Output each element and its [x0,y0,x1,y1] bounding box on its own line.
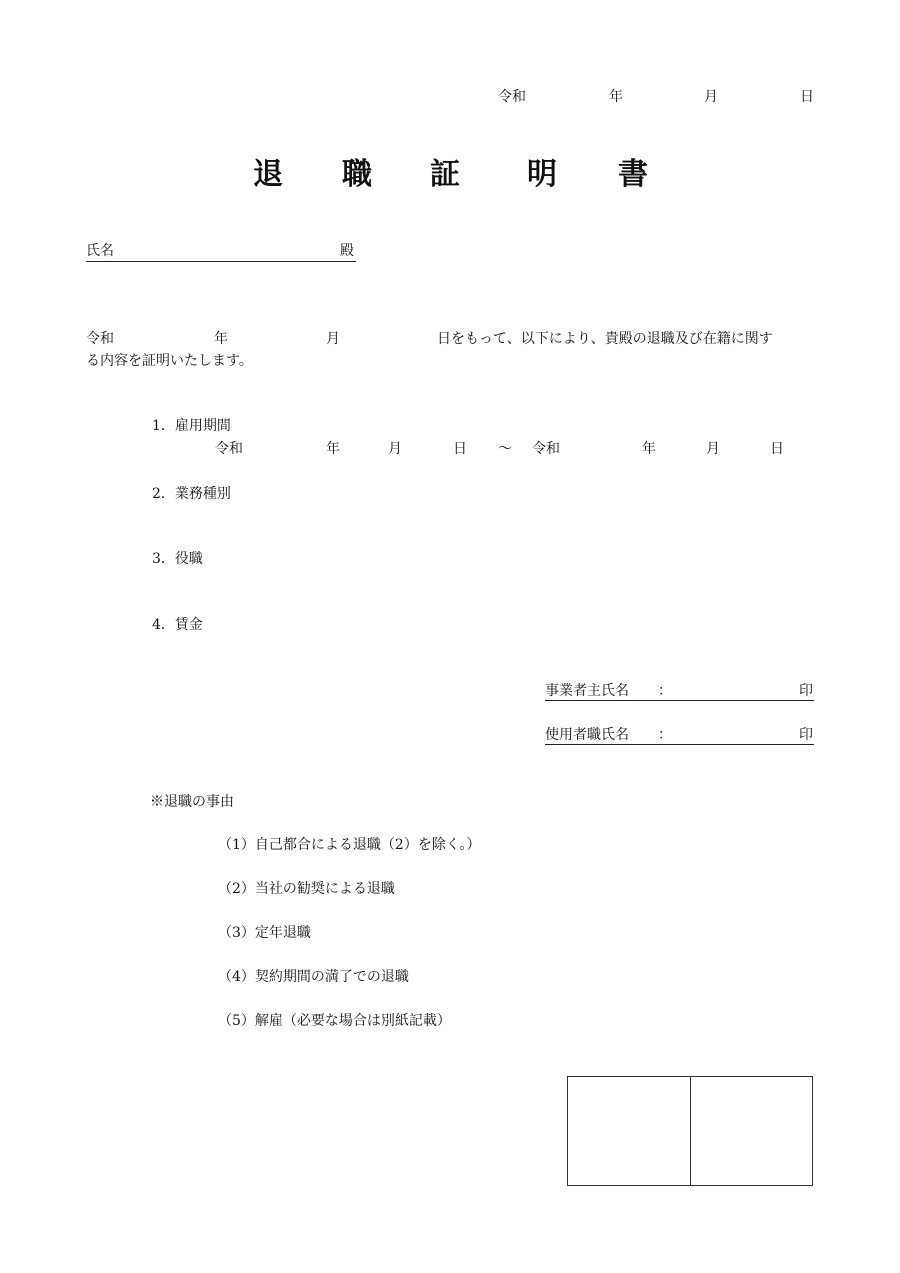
employment-period-label: 1．雇用期間 [152,418,231,434]
date-era: 令和 [498,89,526,105]
title-char-3: 証 [430,157,460,192]
user-signature-underline [545,744,814,745]
employer-colon: ： [658,683,672,699]
title-char-4: 明 [527,157,557,192]
user-name-label: 使用者職氏名 [545,727,629,743]
item-position-label: 3．役職 [152,551,203,567]
period-start-month-unit: 月 [388,441,402,457]
item-job-type-label: 2．業務種別 [152,486,231,502]
period-end-era: 令和 [532,441,560,457]
intro-line2: る内容を証明いたします。 [86,353,253,369]
reasons-heading: ※退職の事由 [150,794,234,810]
stamp-box [567,1076,813,1186]
title-char-1: 退 [253,157,283,192]
period-start-year-unit: 年 [326,441,340,457]
date-year-unit: 年 [609,89,623,105]
recipient-honorific: 殿 [340,243,354,259]
reason-item-3: （3）定年退職 [218,925,311,941]
intro-month-unit: 月 [326,331,340,347]
reason-item-1: （1）自己都合による退職（2）を除く。） [218,837,481,853]
employer-signature-underline [545,700,814,701]
date-month-unit: 月 [704,89,718,105]
recipient-name-underline [86,261,356,262]
intro-era: 令和 [86,331,114,347]
item-wage-label: 4．賃金 [152,617,203,633]
period-start-era: 令和 [215,441,243,457]
intro-line1-tail: 日をもって、以下により、貴殿の退職及び在籍に関す [437,331,773,347]
period-end-year-unit: 年 [642,441,656,457]
title-char-2: 職 [342,157,372,192]
period-tilde: ～ [498,441,512,457]
period-end-month-unit: 月 [706,441,720,457]
user-colon: ： [658,727,672,743]
period-end-day-unit: 日 [770,441,784,457]
date-day-unit: 日 [800,89,814,105]
stamp-cell-left [568,1077,691,1185]
stamp-cell-right [691,1077,813,1185]
reason-item-4: （4）契約期間の満了での退職 [218,969,409,985]
reason-item-5: （5）解雇（必要な場合は別紙記載） [218,1013,451,1029]
period-start-day-unit: 日 [453,441,467,457]
employer-name-label: 事業者主氏名 [545,683,629,699]
intro-year-unit: 年 [214,331,228,347]
recipient-name-label: 氏名 [86,243,114,259]
employer-seal-mark: 印 [799,683,813,699]
title-char-5: 書 [618,157,648,192]
reason-item-2: （2）当社の勧奨による退職 [218,881,395,897]
user-seal-mark: 印 [799,727,813,743]
